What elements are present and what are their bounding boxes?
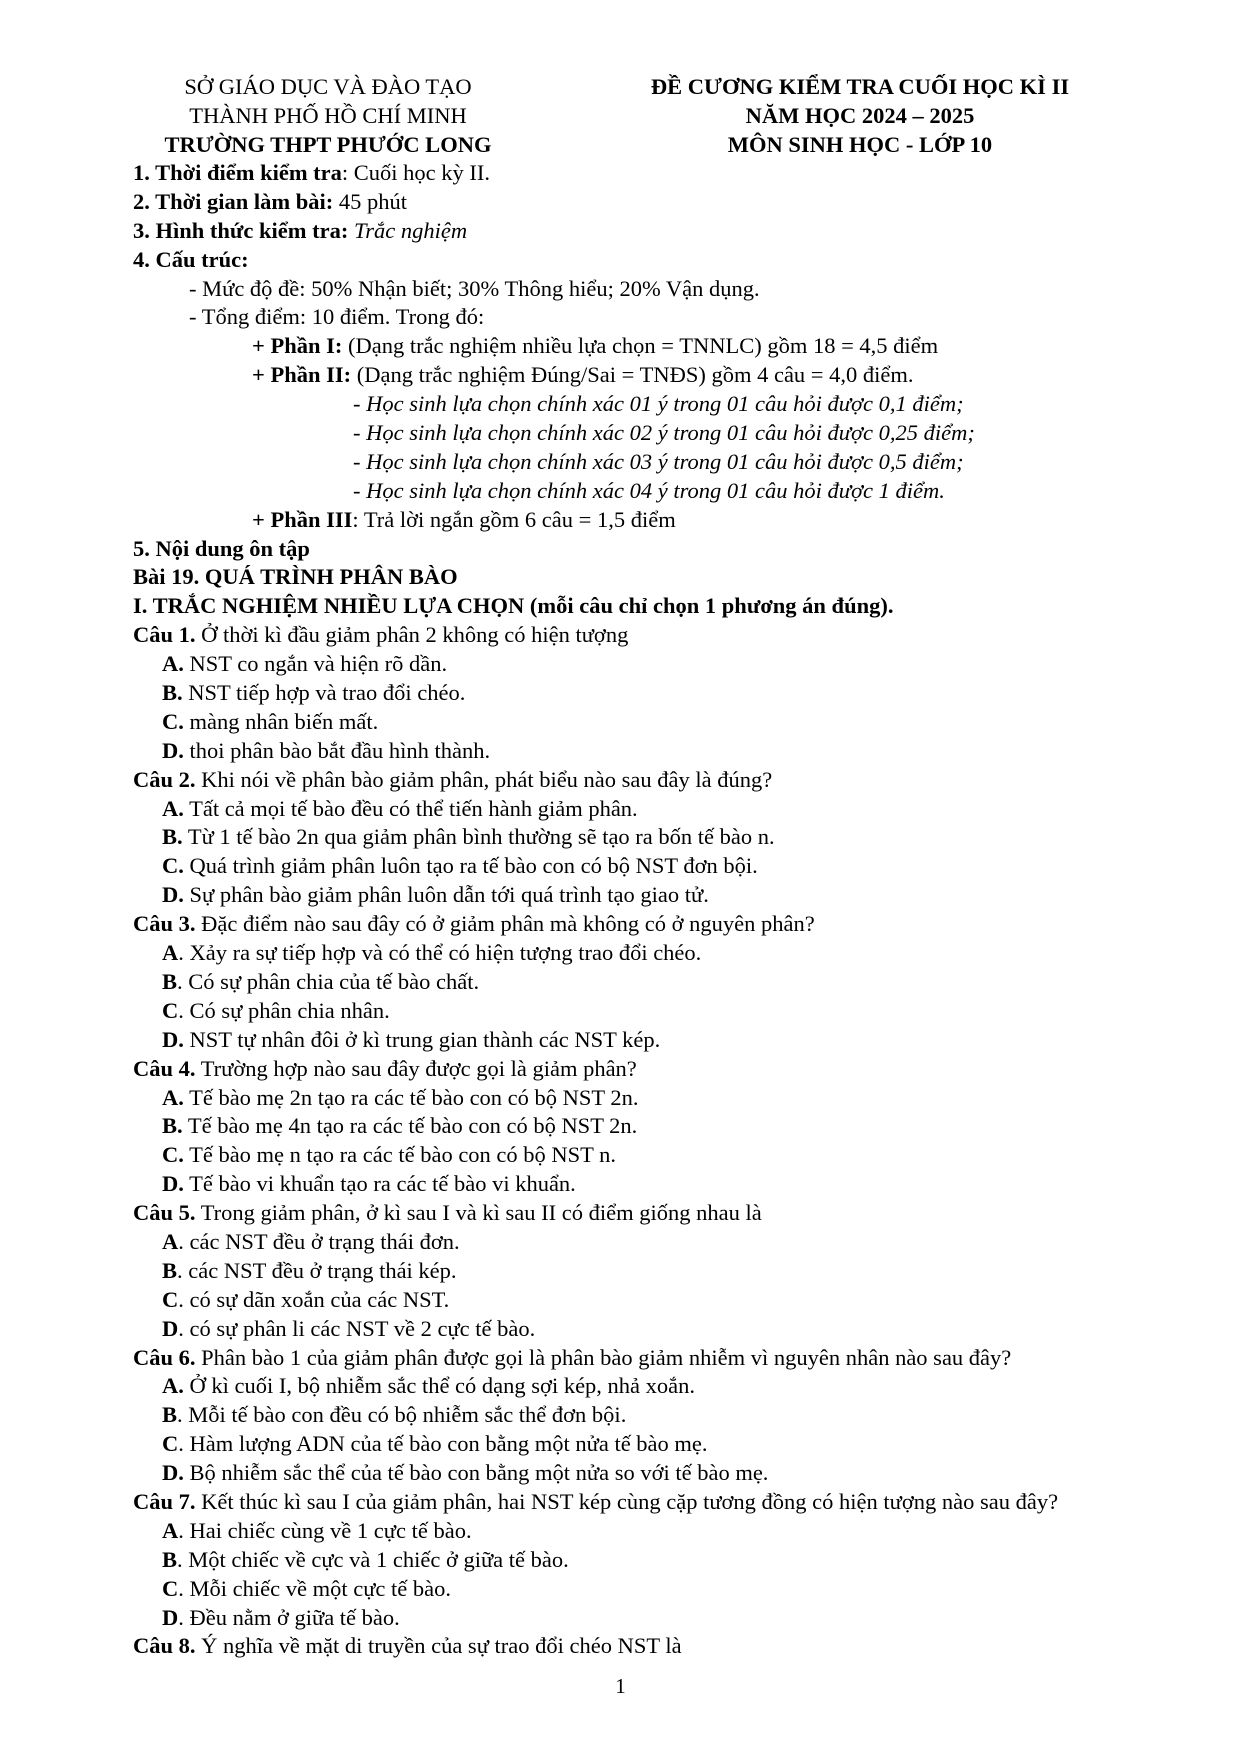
option-text: . Hai chiếc cùng về 1 cực tế bào.	[178, 1517, 472, 1543]
structure-heading: 4. Cấu trúc:	[133, 246, 249, 272]
answer-option	[133, 997, 1173, 1026]
option-letter: D.	[162, 1171, 184, 1197]
total-score: - Tổng điểm: 10 điểm. Trong đó:	[189, 304, 485, 330]
header-left	[118, 72, 538, 159]
answer-option	[133, 1372, 1173, 1401]
answer-option	[133, 1112, 1173, 1141]
question-text: Trường hợp nào sau đây được gọi là giảm phân?	[195, 1055, 637, 1081]
question-text: Ở thời kì đầu giảm phân 2 không có hiện tượng	[195, 622, 629, 648]
part3-text: : Trả lời ngắn gồm 6 câu = 1,5 điểm	[352, 506, 676, 532]
question-number: Câu 3.	[133, 911, 196, 937]
option-text: . có sự dãn xoắn của các NST.	[178, 1286, 450, 1312]
question-stem	[133, 1055, 1173, 1084]
answer-option	[133, 1141, 1173, 1170]
part2-line	[133, 361, 1173, 390]
question-number: Câu 4.	[133, 1055, 196, 1081]
question-number: Câu 7.	[133, 1488, 196, 1514]
school-year: NĂM HỌC 2024 – 2025	[745, 103, 975, 128]
answer-option	[133, 823, 1173, 852]
answer-option	[133, 1170, 1173, 1199]
question-number: Câu 2.	[133, 766, 196, 792]
form-value: Trắc nghiệm	[348, 217, 468, 243]
option-text: . Hàm lượng ADN của tế bào con bằng một nửa tế bào mẹ.	[178, 1431, 708, 1457]
answer-option	[133, 939, 1173, 968]
page-number: 1	[615, 1674, 626, 1698]
option-text: NST tự nhân đôi ở kì trung gian thành các NST kép.	[183, 1026, 661, 1052]
option-text: Tế bào vi khuẩn tạo ra các tế bào vi khuẩn.	[183, 1171, 576, 1197]
question-stem	[133, 1488, 1173, 1517]
duration-value: 45 phút	[333, 188, 407, 214]
option-letter: D	[162, 1315, 179, 1341]
lesson-heading: Bài 19. QUÁ TRÌNH PHÂN BÀO	[133, 564, 458, 590]
department-name: SỞ GIÁO DỤC VÀ ĐÀO TẠO	[184, 74, 472, 99]
review-heading: 5. Nội dung ôn tập	[133, 535, 310, 561]
question-text: Trong giảm phân, ở kì sau I và kì sau II có điểm giống nhau là	[195, 1200, 762, 1226]
exam-time-label: 1. Thời điểm kiểm tra	[133, 160, 342, 185]
question-stem	[133, 1199, 1173, 1228]
form-label: 3. Hình thức kiểm tra:	[133, 217, 349, 243]
school-name: TRƯỜNG THPT PHƯỚC LONG	[164, 132, 492, 157]
option-text: Từ 1 tế bào 2n qua giảm phân bình thường sẽ tạo ra bốn tế bào n.	[182, 824, 775, 850]
option-letter: D.	[162, 882, 184, 908]
document-title: ĐỀ CƯƠNG KIỂM TRA CUỐI HỌC KÌ II	[650, 74, 1070, 99]
question-stem	[133, 1344, 1173, 1373]
option-letter: B	[162, 1257, 178, 1283]
question-number: Câu 6.	[133, 1344, 196, 1370]
answer-option	[133, 1546, 1173, 1575]
option-letter: D.	[162, 737, 184, 763]
part1-line	[133, 332, 1173, 361]
scoring-rule: - Học sinh lựa chọn chính xác 03 ý trong 01 câu hỏi được 0,5 điểm;	[353, 448, 964, 474]
city-name: THÀNH PHỐ HỒ CHÍ MINH	[189, 103, 467, 128]
scoring-rule: - Học sinh lựa chọn chính xác 01 ý trong 01 câu hỏi được 0,1 điểm;	[353, 391, 964, 417]
option-letter: B	[162, 968, 178, 994]
part2-label: + Phần II:	[252, 362, 352, 388]
answer-option	[133, 650, 1173, 679]
answer-option	[133, 1575, 1173, 1604]
difficulty-level: - Mức độ đề: 50% Nhận biết; 30% Thông hiểu; 20% Vận dụng.	[189, 275, 760, 301]
option-text: màng nhân biến mất.	[183, 708, 379, 734]
option-letter: B.	[162, 1113, 183, 1139]
option-text: Ở kì cuối I, bộ nhiễm sắc thể có dạng sợi kép, nhả xoắn.	[183, 1373, 696, 1399]
option-text: Tế bào mẹ n tạo ra các tế bào con có bộ NST n.	[183, 1142, 617, 1168]
answer-option	[133, 852, 1173, 881]
answer-option	[133, 1604, 1173, 1633]
option-letter: B.	[162, 824, 183, 850]
option-text: Quá trình giảm phân luôn tạo ra tế bào con có bộ NST đơn bội.	[183, 853, 758, 879]
answer-option	[133, 1401, 1173, 1430]
option-letter: D.	[162, 1026, 184, 1052]
scoring-rule: - Học sinh lựa chọn chính xác 02 ý trong 01 câu hỏi được 0,25 điểm;	[353, 420, 975, 446]
answer-option	[133, 1286, 1173, 1315]
duration-label: 2. Thời gian làm bài:	[133, 188, 334, 214]
option-text: Sự phân bào giảm phân luôn dẫn tới quá trình tạo giao tử.	[183, 882, 709, 908]
question-text: Ý nghĩa về mặt di truyền của sự trao đổi chéo NST là	[195, 1633, 682, 1659]
section-heading: I. TRẮC NGHIỆM NHIỀU LỰA CHỌN (mỗi câu chỉ chọn 1 phương án đúng).	[133, 593, 894, 619]
question-stem	[133, 766, 1173, 795]
option-text: Tất cả mọi tế bào đều có thể tiến hành giảm phân.	[183, 795, 638, 821]
answer-option	[133, 1084, 1173, 1113]
option-text: NST tiếp hợp và trao đổi chéo.	[182, 680, 466, 706]
option-letter: B	[162, 1402, 178, 1428]
question-text: Kết thúc kì sau I của giảm phân, hai NST kép cùng cặp tương đồng có hiện tượng nào sau đây?	[195, 1488, 1059, 1514]
question-stem	[133, 910, 1173, 939]
option-letter: C	[162, 997, 179, 1023]
part3-line	[133, 506, 1173, 535]
duration-line	[133, 188, 1173, 217]
option-text: . Có sự phân chia của tế bào chất.	[177, 968, 480, 994]
option-letter: A.	[162, 795, 184, 821]
question-text: Phân bào 1 của giảm phân được gọi là phân bào giảm nhiễm vì nguyên nhân nào sau đây?	[195, 1344, 1012, 1370]
question-text: Khi nói về phân bào giảm phân, phát biểu nào sau đây là đúng?	[195, 766, 773, 792]
form-line	[133, 217, 1173, 246]
answer-option	[133, 1026, 1173, 1055]
option-text: Tế bào mẹ 4n tạo ra các tế bào con có bộ NST 2n.	[182, 1113, 638, 1139]
option-text: Tế bào mẹ 2n tạo ra các tế bào con có bộ NST 2n.	[183, 1084, 639, 1110]
option-letter: C	[162, 1431, 179, 1457]
option-text: . các NST đều ở trạng thái đơn.	[178, 1228, 460, 1254]
answer-option	[133, 679, 1173, 708]
document-body	[133, 159, 1173, 1661]
option-letter: C.	[162, 1142, 184, 1168]
question-number: Câu 5.	[133, 1200, 196, 1226]
option-letter: B	[162, 1546, 178, 1572]
option-text: . Có sự phân chia nhân.	[178, 997, 390, 1023]
question-list	[133, 621, 1173, 1661]
option-text: . Một chiếc về cực và 1 chiếc ở giữa tế bào.	[177, 1546, 569, 1572]
option-text: thoi phân bào bắt đầu hình thành.	[183, 737, 491, 763]
option-text: . có sự phân li các NST về 2 cực tế bào.	[178, 1315, 536, 1341]
option-text: . Đều nằm ở giữa tế bào.	[178, 1604, 400, 1630]
option-letter: A	[162, 1517, 179, 1543]
question-number: Câu 8.	[133, 1633, 196, 1659]
option-text: NST co ngắn và hiện rõ dần.	[183, 651, 448, 677]
answer-option	[133, 1228, 1173, 1257]
part1-text: (Dạng trắc nghiệm nhiều lựa chọn = TNNLC) gồm 18 = 4,5 điểm	[342, 333, 939, 359]
scoring-rule: - Học sinh lựa chọn chính xác 04 ý trong 01 câu hỏi được 1 điểm.	[353, 477, 945, 503]
option-letter: A	[162, 940, 179, 966]
part3-label: + Phần III	[252, 506, 353, 532]
answer-option	[133, 795, 1173, 824]
answer-option	[133, 1517, 1173, 1546]
part2-text: (Dạng trắc nghiệm Đúng/Sai = TNĐS) gồm 4 câu = 4,0 điểm.	[351, 362, 914, 388]
answer-option	[133, 1315, 1173, 1344]
option-text: . các NST đều ở trạng thái kép.	[177, 1257, 457, 1283]
answer-option	[133, 1459, 1173, 1488]
question-stem	[133, 1632, 1173, 1661]
answer-option	[133, 737, 1173, 766]
option-letter: C.	[162, 708, 184, 734]
option-letter: A.	[162, 1373, 184, 1399]
option-letter: D.	[162, 1460, 184, 1486]
subject-grade: MÔN SINH HỌC - LỚP 10	[727, 132, 993, 157]
answer-option	[133, 968, 1173, 997]
option-letter: D	[162, 1604, 179, 1630]
option-text: . Mỗi chiếc về một cực tế bào.	[178, 1575, 451, 1601]
question-stem	[133, 621, 1173, 650]
option-letter: A.	[162, 1084, 184, 1110]
exam-time-value: : Cuối học kỳ II.	[341, 160, 491, 185]
exam-time-line	[133, 159, 1173, 188]
option-text: . Xảy ra sự tiếp hợp và có thể có hiện tượng trao đổi chéo.	[178, 940, 702, 966]
question-number: Câu 1.	[133, 622, 196, 648]
option-letter: A.	[162, 651, 184, 677]
part1-label: + Phần I:	[252, 333, 343, 359]
option-letter: B.	[162, 680, 183, 706]
option-letter: C.	[162, 853, 184, 879]
question-text: Đặc điểm nào sau đây có ở giảm phân mà không có ở nguyên phân?	[195, 911, 815, 937]
answer-option	[133, 708, 1173, 737]
answer-option	[133, 1257, 1173, 1286]
option-letter: C	[162, 1286, 179, 1312]
header-right	[600, 72, 1120, 159]
answer-option	[133, 1430, 1173, 1459]
option-text: Bộ nhiễm sắc thể của tế bào con bằng một nửa so với tế bào mẹ.	[183, 1460, 769, 1486]
answer-option	[133, 881, 1173, 910]
option-text: . Mỗi tế bào con đều có bộ nhiễm sắc thể đơn bội.	[177, 1402, 627, 1428]
option-letter: C	[162, 1575, 179, 1601]
option-letter: A	[162, 1228, 179, 1254]
